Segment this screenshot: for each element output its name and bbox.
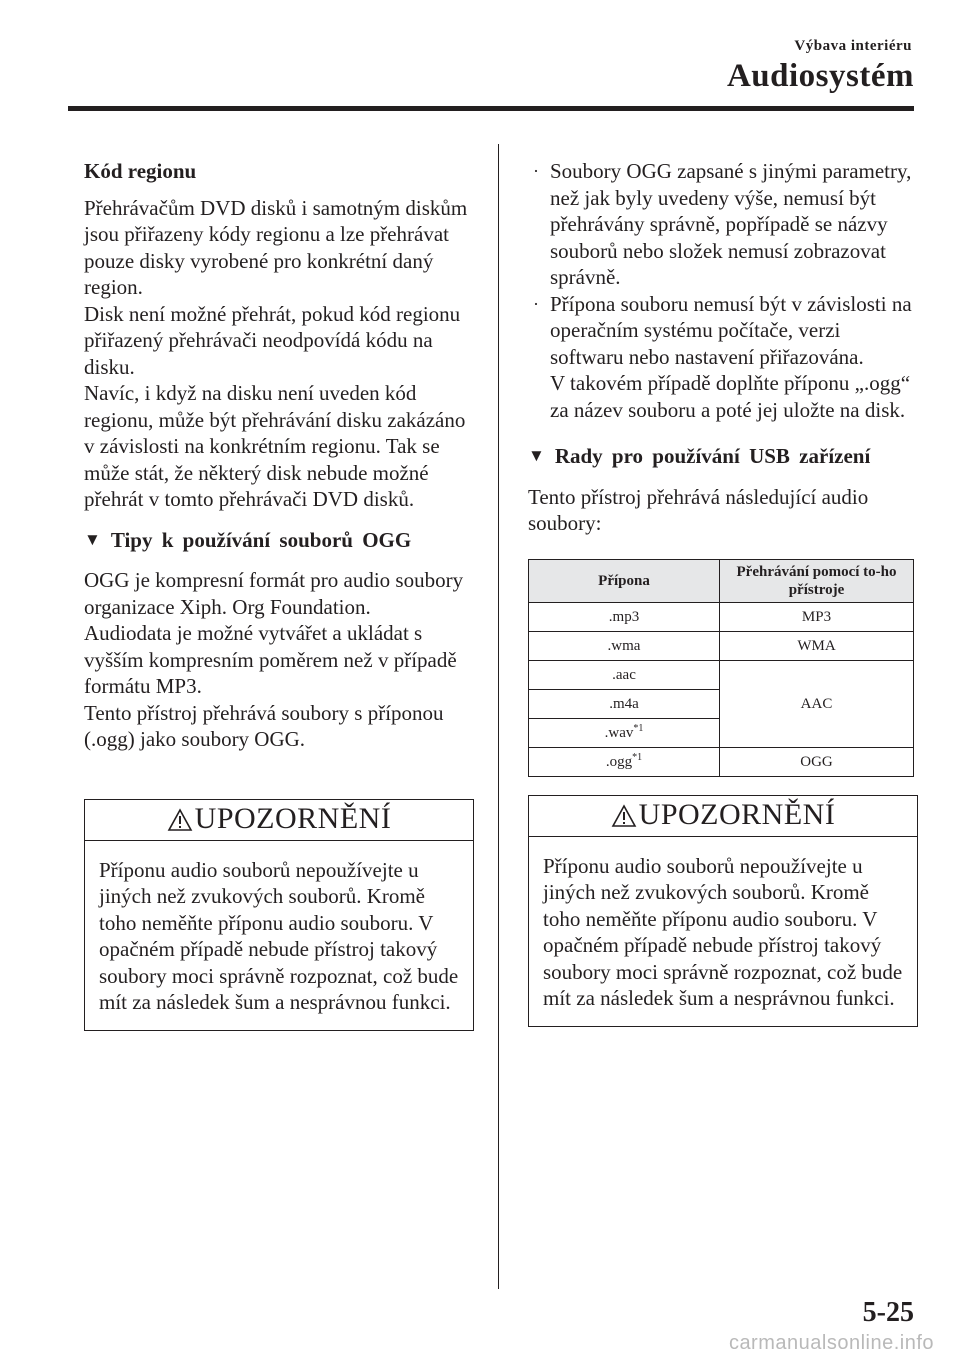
caution-header <box>529 796 917 837</box>
caution-title: UPOZORNĚNÍ <box>638 798 836 832</box>
ogg-section-heading <box>84 527 474 554</box>
list-item-continuation: V takovém případě doplňte příponu „.ogg“ za název souboru a poté jej uložte na disk. <box>550 371 911 422</box>
list-item: · Přípona souboru nemusí být v závislosti na operačním systému počítače, verzi softwaru nebo nastavení přiřazována. <box>533 291 912 369</box>
header-rule <box>68 106 914 111</box>
triangle-marker-icon: ▼ <box>528 446 545 465</box>
table-row: .ogg$^{*1}$ OGG <box>529 747 914 776</box>
caution-header <box>85 800 473 841</box>
table-row: .mp3 MP3 <box>529 602 914 631</box>
region-paragraph-1: Přehrávačům DVD disků i samotným diskům jsou přiřazeny kódy regionu a lze přehrávat pouze disky vyrobené pro konkrétní daný region. <box>84 195 468 299</box>
left-column <box>84 158 474 1031</box>
table-header-playback: Přehrávání pomocí to-ho přístroje <box>720 559 914 602</box>
list-item: · Soubory OGG zapsané s jinými parametry, než jak byly uvedeny výše, nemusí být přehrávány správně, popřípadě se názvy souborů nebo složek nemusí zobrazovat správně. <box>533 159 912 289</box>
region-paragraph-3: Navíc, i když na disku není uveden kód regionu, může být přehrávání disku zakázáno v závislosti na konkrétním regionu. Tak se může stát, že některý disk nebude možné přehrát v tomto přehrávači DVD disků. <box>84 381 466 511</box>
column-divider <box>498 144 499 1289</box>
supported-formats-table <box>528 559 914 777</box>
usb-section-heading <box>528 443 918 470</box>
ogg-heading-text: Tipy k používání souborů OGG <box>110 527 412 552</box>
page-title: Audiosystém <box>726 58 914 94</box>
caution-box-left <box>84 799 474 1031</box>
right-column <box>528 158 918 1027</box>
footnote-mark: *1 <box>633 722 644 734</box>
table-row: .wav$^{*1}$ <box>529 718 914 747</box>
table-row: .m4a <box>529 689 914 718</box>
table-header-extension: Přípona <box>529 559 720 602</box>
page-number: 5-25 <box>862 1297 914 1328</box>
caution-text: Příponu audio souborů nepoužívejte u jiných než zvukových souborů. Kromě toho neměňte příponu audio souboru. V opačném případě nebude přístroj takový soubory moci správně rozpoznat, což bude mít za následek šum a nesprávnou funkci. <box>99 857 459 1014</box>
ogg-paragraph-1: OGG je kompresní formát pro audio soubory organizace Xiph. Org Foundation. <box>84 568 464 619</box>
usb-paragraph-1: Tento přístroj přehrává následující audio soubory: <box>528 484 869 535</box>
bullet-icon: · <box>533 293 539 314</box>
footnote-mark: *1 <box>632 751 643 763</box>
usb-heading-text: Rady pro používání USB zařízení <box>554 444 871 468</box>
table-row: .wma WMA <box>529 631 914 660</box>
bullet-icon: · <box>533 161 539 181</box>
section-name: Výbava interiéru <box>794 38 912 54</box>
caution-title: UPOZORNĚNÍ <box>194 802 392 836</box>
watermark: carmanualsonline.info <box>728 1332 934 1354</box>
warning-icon <box>167 808 193 832</box>
ogg-notes-list <box>528 158 918 423</box>
caution-text: Příponu audio souborů nepoužívejte u jiných než zvukových souborů. Kromě toho neměňte příponu audio souboru. V opačném případě nebude přístroj takový soubory moci správně rozpoznat, což bude mít za následek šum a nesprávnou funkci. <box>543 853 903 1010</box>
triangle-marker-icon: ▼ <box>84 529 101 549</box>
region-paragraph-2: Disk není možné přehrát, pokud kód regionu přiřazený přehrávači neodpovídá kódu na disku. <box>84 301 461 379</box>
warning-icon <box>611 804 637 828</box>
table-row: .aac AAC <box>529 660 914 689</box>
ogg-paragraph-3: Tento přístroj přehrává soubory s příponou (.ogg) jako soubory OGG. <box>84 700 444 751</box>
caution-box-right <box>528 795 918 1027</box>
ogg-paragraph-2: Audiodata je možné vytvářet a ukládat s vyšším kompresním poměrem než v případě formátu MP3. <box>84 621 457 698</box>
region-code-heading: Kód regionu <box>84 159 197 183</box>
